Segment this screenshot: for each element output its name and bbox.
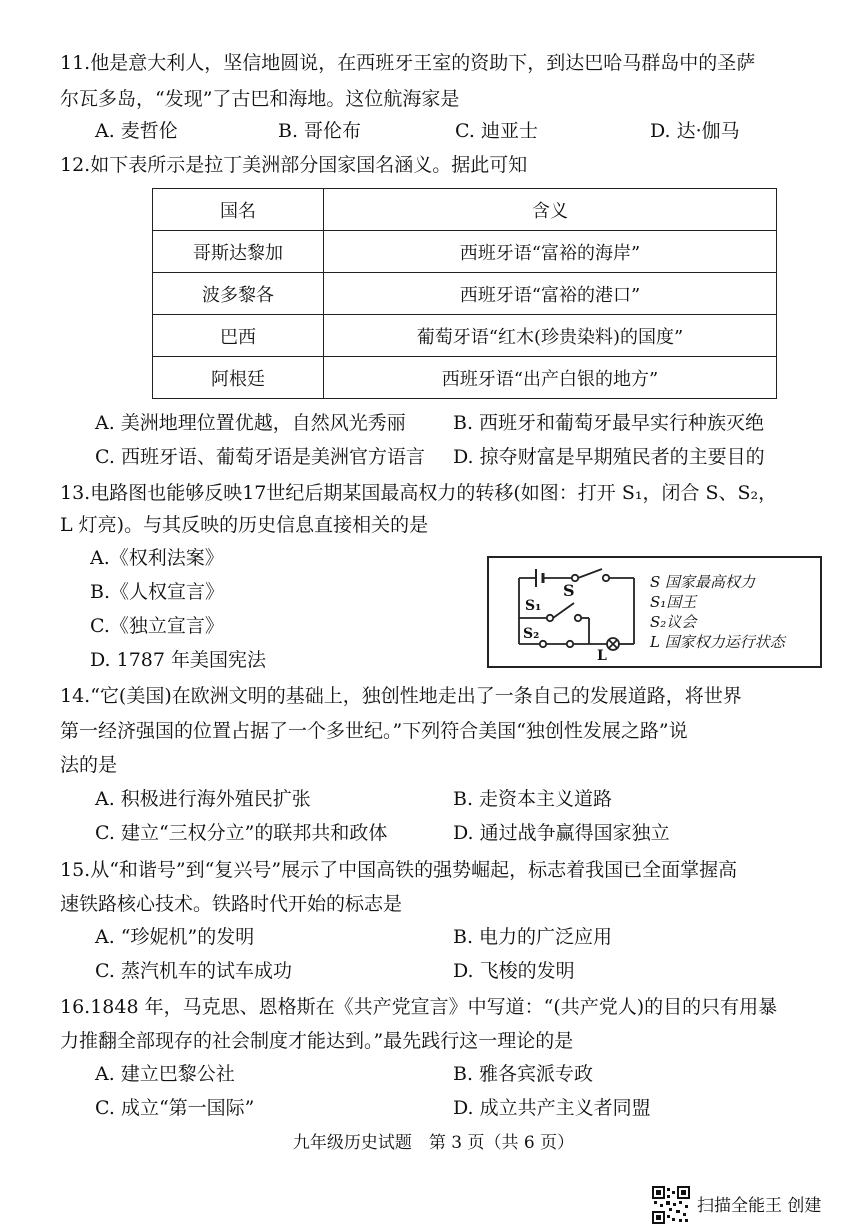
q15-stem-line2: 速铁路核心技术。铁路时代开始的标志是 — [60, 893, 403, 915]
table-cell: 阿根廷 — [153, 357, 324, 399]
table-cell: 巴西 — [153, 315, 324, 357]
q12-option-c: C. 西班牙语、葡萄牙语是美洲官方语言 — [95, 446, 425, 468]
page-footer: 九年级历史试题 第 3 页（共 6 页） — [292, 1133, 575, 1153]
q15-option-a: A. “珍妮机”的发明 — [95, 926, 255, 948]
q13-option-a: A.《权利法案》 — [90, 547, 224, 569]
q12-option-a: A. 美洲地理位置优越，自然风光秀丽 — [95, 412, 406, 434]
circuit-diagram — [487, 556, 822, 668]
q12-stem: 12.如下表所示是拉丁美洲部分国家国名涵义。据此可知 — [60, 154, 528, 176]
q11-stem-line1: 11.他是意大利人，坚信地圆说，在西班牙王室的资助下，到达巴哈马群岛中的圣萨 — [60, 52, 756, 74]
qr-code-icon — [652, 1186, 690, 1224]
q14-option-c: C. 建立“三权分立”的联邦共和政体 — [95, 822, 388, 844]
q16-option-c: C. 成立“第一国际” — [95, 1097, 255, 1119]
q11-stem-line2: 尔瓦多岛，“发现”了古巴和海地。这位航海家是 — [60, 88, 460, 110]
q12-option-d: D. 掠夺财富是早期殖民者的主要目的 — [453, 446, 765, 468]
legend-s1: S₁国王 — [650, 593, 697, 611]
q15-option-d: D. 飞梭的发明 — [453, 960, 575, 982]
switch-s2-label: S₂ — [523, 626, 540, 642]
scanner-watermark: 扫描全能王 创建 — [697, 1196, 822, 1216]
table-cell: 西班牙语“富裕的海岸” — [324, 231, 777, 273]
q14-option-b: B. 走资本主义道路 — [453, 788, 613, 810]
legend-l: L 国家权力运行状态 — [650, 633, 785, 651]
table-row — [153, 357, 777, 399]
q15-stem-line1: 15.从“和谐号”到“复兴号”展示了中国高铁的强势崛起，标志着我国已全面掌握高 — [60, 859, 738, 881]
q13-option-d: D. 1787 年美国宪法 — [90, 649, 267, 671]
q16-option-d: D. 成立共产主义者同盟 — [453, 1097, 651, 1119]
q13-option-c: C.《独立宣言》 — [90, 615, 224, 637]
q13-stem-line1: 13.电路图也能够反映17世纪后期某国最高权力的转移(如图：打开 S₁，闭合 S、S₂， — [60, 482, 778, 504]
table-cell: 葡萄牙语“红木(珍贵染料)的国度” — [324, 315, 777, 357]
table-row — [153, 273, 777, 315]
q11-option-c: C. 迪亚士 — [455, 120, 538, 142]
table-cell: 波多黎各 — [153, 273, 324, 315]
legend-s2: S₂议会 — [650, 613, 697, 631]
q16-stem-line2: 力推翻全部现存的社会制度才能达到。”最先践行这一理论的是 — [60, 1030, 574, 1052]
q14-stem-line1: 14.“它(美国)在欧洲文明的基础上，独创性地走出了一条自己的发展道路，将世界 — [60, 685, 742, 707]
table-cell: 哥斯达黎加 — [153, 231, 324, 273]
q15-option-c: C. 蒸汽机车的试车成功 — [95, 960, 292, 982]
q14-option-a: A. 积极进行海外殖民扩张 — [95, 788, 311, 810]
table-row — [153, 315, 777, 357]
q16-stem-line1: 16.1848 年，马克思、恩格斯在《共产党宣言》中写道：“(共产党人)的目的只有用暴 — [60, 996, 778, 1018]
q13-stem-line2: L 灯亮)。与其反映的历史信息直接相关的是 — [60, 514, 429, 536]
country-name-table — [152, 188, 777, 399]
q14-stem-line2: 第一经济强国的位置占据了一个多世纪。”下列符合美国“独创性发展之路”说 — [60, 720, 688, 742]
table-cell: 西班牙语“富裕的港口” — [324, 273, 777, 315]
q13-option-b: B.《人权宣言》 — [90, 581, 225, 603]
q16-option-a: A. 建立巴黎公社 — [95, 1063, 235, 1085]
table-cell: 西班牙语“出产白银的地方” — [324, 357, 777, 399]
q16-option-b: B. 雅各宾派专政 — [453, 1063, 594, 1085]
q15-option-b: B. 电力的广泛应用 — [453, 926, 613, 948]
switch-s-label: S — [563, 581, 575, 600]
q14-option-d: D. 通过战争赢得国家独立 — [453, 822, 670, 844]
q11-option-a: A. 麦哲伦 — [95, 120, 178, 142]
legend-s: S 国家最高权力 — [650, 573, 756, 591]
table-header-cell: 含义 — [324, 189, 777, 231]
table-row — [153, 231, 777, 273]
table-header-cell: 国名 — [153, 189, 324, 231]
q12-option-b: B. 西班牙和葡萄牙最早实行种族灭绝 — [453, 412, 765, 434]
switch-s1-label: S₁ — [525, 598, 542, 614]
q14-stem-line3: 法的是 — [60, 754, 118, 776]
lamp-l-label: L — [597, 648, 607, 664]
q11-option-d: D. 达·伽马 — [650, 120, 740, 142]
table-header-row — [153, 189, 777, 231]
q11-option-b: B. 哥伦布 — [278, 120, 362, 142]
